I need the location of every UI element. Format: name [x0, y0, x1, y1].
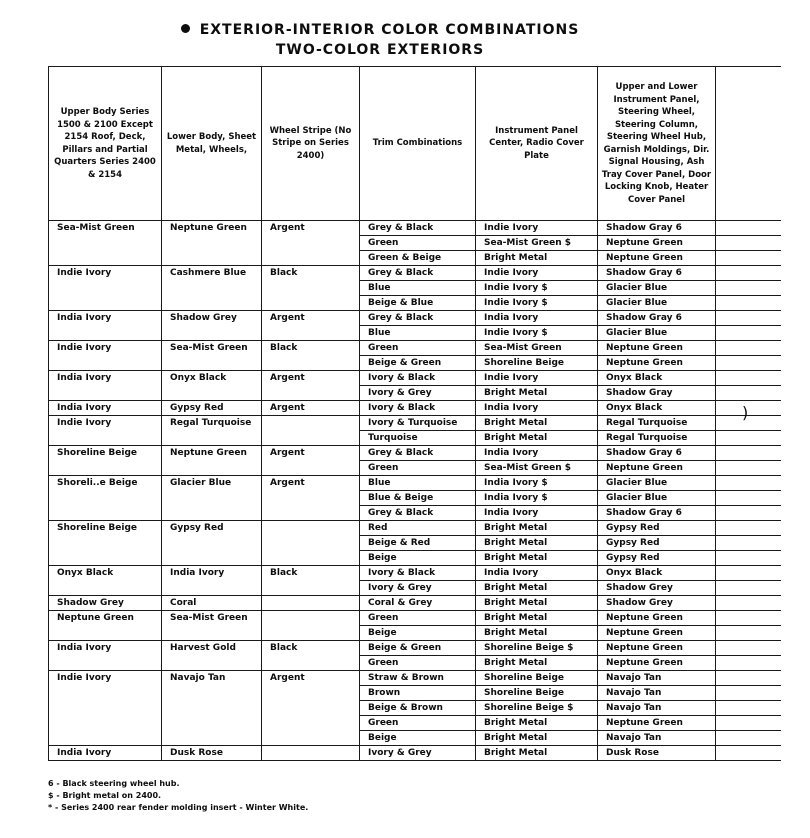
cell-upper: India Ivory: [49, 371, 162, 401]
cell-panel: Shadow Gray: [598, 386, 716, 401]
cell-panel: Navajo Tan: [598, 671, 716, 686]
cell-blank: [716, 476, 781, 491]
cell-panel: Dusk Rose: [598, 746, 716, 761]
cell-upper: India Ivory: [49, 746, 162, 761]
edge-mark: ): [742, 403, 749, 422]
cell-panel: Navajo Tan: [598, 701, 716, 716]
cell-panel: Onyx Black: [598, 566, 716, 581]
cell-trim: Beige: [360, 626, 476, 641]
cell-trim: Ivory & Black: [360, 371, 476, 386]
cell-panel: Shadow Gray 6: [598, 221, 716, 236]
cell-trim: Beige & Brown: [360, 701, 476, 716]
cell-blank: [716, 491, 781, 506]
table-row: [49, 416, 781, 431]
cell-panel-center: Bright Metal: [476, 716, 598, 731]
footnotes: [48, 778, 308, 814]
cell-blank: [716, 326, 781, 341]
cell-stripe: [262, 611, 360, 641]
cell-panel: Glacier Blue: [598, 476, 716, 491]
cell-panel-center: Bright Metal: [476, 551, 598, 566]
cell-panel-center: Shoreline Beige: [476, 356, 598, 371]
table-row: [49, 476, 781, 491]
cell-blank: [716, 596, 781, 611]
cell-panel: Neptune Green: [598, 236, 716, 251]
cell-panel-center: India Ivory $: [476, 476, 598, 491]
cell-trim: Blue: [360, 281, 476, 296]
cell-blank: [716, 626, 781, 641]
cell-trim: Green: [360, 236, 476, 251]
cell-panel: Neptune Green: [598, 641, 716, 656]
cell-blank: [716, 311, 781, 326]
cell-lower: Gypsy Red: [162, 401, 262, 416]
cell-panel: Glacier Blue: [598, 491, 716, 506]
cell-panel: Neptune Green: [598, 251, 716, 266]
cell-blank: [716, 461, 781, 476]
cell-trim: Green & Beige: [360, 251, 476, 266]
cell-panel-center: Bright Metal: [476, 536, 598, 551]
header-trim: Trim Combinations: [360, 67, 476, 221]
cell-blank: [716, 446, 781, 461]
footnote: * - Series 2400 rear fender molding insert - Winter White.: [48, 803, 309, 812]
cell-lower: Sea-Mist Green: [162, 611, 262, 641]
cell-lower: Cashmere Blue: [162, 266, 262, 311]
cell-blank: [716, 296, 781, 311]
cell-blank: [716, 281, 781, 296]
cell-panel-center: Indie Ivory $: [476, 296, 598, 311]
cell-panel: Onyx Black: [598, 371, 716, 386]
cell-panel-center: Bright Metal: [476, 251, 598, 266]
cell-trim: Straw & Brown: [360, 671, 476, 686]
cell-blank: [716, 521, 781, 536]
cell-trim: Beige: [360, 731, 476, 746]
cell-panel: Shadow Gray 6: [598, 446, 716, 461]
table-row: [49, 401, 781, 416]
cell-panel-center: Sea-Mist Green $: [476, 236, 598, 251]
cell-stripe: Argent: [262, 311, 360, 341]
cell-stripe: Argent: [262, 476, 360, 521]
cell-trim: Beige & Blue: [360, 296, 476, 311]
cell-upper: Shoreline Beige: [49, 521, 162, 566]
title-line-1-text: EXTERIOR-INTERIOR COLOR COMBINATIONS: [199, 22, 580, 38]
cell-lower: Onyx Black: [162, 371, 262, 401]
cell-trim: Green: [360, 716, 476, 731]
cell-panel: Shadow Gray 6: [598, 311, 716, 326]
cell-lower: Navajo Tan: [162, 671, 262, 746]
footnote: $ - Bright metal on 2400.: [48, 791, 162, 800]
cell-blank: [716, 551, 781, 566]
cell-panel: Neptune Green: [598, 716, 716, 731]
cell-stripe: Argent: [262, 671, 360, 746]
cell-panel-center: Bright Metal: [476, 581, 598, 596]
cell-panel-center: Indie Ivory: [476, 371, 598, 386]
cell-panel: Gypsy Red: [598, 551, 716, 566]
cell-panel-center: Indie Ivory $: [476, 326, 598, 341]
cell-stripe: Black: [262, 341, 360, 371]
cell-panel-center: India Ivory: [476, 311, 598, 326]
header-upper-body: Upper Body Series 1500 & 2100 Except 2154 Roof, Deck, Pillars and Partial Quarters Series 2400 & 2154: [49, 67, 162, 221]
cell-stripe: Black: [262, 641, 360, 671]
table-row: [49, 746, 781, 761]
cell-trim: Green: [360, 611, 476, 626]
cell-upper: Onyx Black: [49, 566, 162, 596]
cell-lower: Shadow Grey: [162, 311, 262, 341]
cell-panel-center: Indie Ivory: [476, 221, 598, 236]
cell-lower: Sea-Mist Green: [162, 341, 262, 371]
cell-panel-center: Bright Metal: [476, 611, 598, 626]
cell-panel-center: Sea-Mist Green $: [476, 461, 598, 476]
cell-trim: Beige & Green: [360, 641, 476, 656]
cell-stripe: Argent: [262, 371, 360, 401]
cell-panel-center: Bright Metal: [476, 626, 598, 641]
cell-trim: Green: [360, 461, 476, 476]
cell-trim: Grey & Black: [360, 311, 476, 326]
cell-blank: [716, 251, 781, 266]
cell-blank: [716, 371, 781, 386]
cell-panel-center: Shoreline Beige $: [476, 701, 598, 716]
cell-upper: India Ivory: [49, 311, 162, 341]
cell-blank: [716, 701, 781, 716]
cell-stripe: Argent: [262, 221, 360, 266]
table-row: [49, 566, 781, 581]
cell-panel-center: Bright Metal: [476, 386, 598, 401]
cell-trim: Coral & Grey: [360, 596, 476, 611]
cell-blank: [716, 221, 781, 236]
table-row: [49, 446, 781, 461]
table-row: [49, 266, 781, 281]
table-row: [49, 671, 781, 686]
cell-blank: [716, 581, 781, 596]
table-row: [49, 611, 781, 626]
cell-panel-center: India Ivory: [476, 506, 598, 521]
cell-panel-center: Bright Metal: [476, 746, 598, 761]
cell-stripe: Argent: [262, 401, 360, 416]
cell-trim: Green: [360, 341, 476, 356]
cell-panel: Neptune Green: [598, 341, 716, 356]
cell-lower: India Ivory: [162, 566, 262, 596]
cell-stripe: [262, 521, 360, 566]
cell-panel-center: Bright Metal: [476, 416, 598, 431]
cell-panel: Neptune Green: [598, 461, 716, 476]
cell-panel: Shadow Grey: [598, 581, 716, 596]
cell-lower: Glacier Blue: [162, 476, 262, 521]
cell-upper: Sea-Mist Green: [49, 221, 162, 266]
cell-trim: Ivory & Black: [360, 401, 476, 416]
cell-panel-center: Bright Metal: [476, 596, 598, 611]
cell-panel-center: Sea-Mist Green: [476, 341, 598, 356]
table-row: [49, 311, 781, 326]
header-wheel-stripe: Wheel Stripe (No Stripe on Series 2400): [262, 67, 360, 221]
cell-panel: Neptune Green: [598, 611, 716, 626]
cell-lower: Neptune Green: [162, 446, 262, 476]
cell-trim: Ivory & Black: [360, 566, 476, 581]
cell-panel-center: India Ivory: [476, 446, 598, 461]
cell-panel: Shadow Gray 6: [598, 506, 716, 521]
cell-trim: Beige & Green: [360, 356, 476, 371]
header-upper-lower-panel: Upper and Lower Instrument Panel, Steering Wheel, Steering Column, Steering Wheel Hub, Garnish Moldings, Dir. Signal Housing, Ash Tray Cover Panel, Door Locking Knob, Heater Cover Panel: [598, 67, 716, 221]
cell-trim: Blue & Beige: [360, 491, 476, 506]
cell-blank: [716, 746, 781, 761]
cell-blank: [716, 641, 781, 656]
cell-stripe: Argent: [262, 446, 360, 476]
cell-trim: Brown: [360, 686, 476, 701]
cell-trim: Grey & Black: [360, 221, 476, 236]
cell-trim: Ivory & Turquoise: [360, 416, 476, 431]
cell-blank: [716, 611, 781, 626]
cell-trim: Ivory & Grey: [360, 581, 476, 596]
cell-panel: Gypsy Red: [598, 521, 716, 536]
cell-panel: Neptune Green: [598, 356, 716, 371]
cell-blank: [716, 386, 781, 401]
cell-trim: Beige & Red: [360, 536, 476, 551]
cell-blank: [716, 536, 781, 551]
table-row: [49, 596, 781, 611]
table-row: [49, 371, 781, 386]
table-row: [49, 341, 781, 356]
title-line-2: TWO-COLOR EXTERIORS: [275, 42, 485, 58]
cell-blank: [716, 716, 781, 731]
table-row: [49, 221, 781, 236]
cell-panel-center: India Ivory: [476, 401, 598, 416]
cell-panel: Glacier Blue: [598, 281, 716, 296]
table-row: [49, 521, 781, 536]
title-line-1: [0, 22, 760, 38]
cell-lower: Harvest Gold: [162, 641, 262, 671]
footnote: 6 - Black steering wheel hub.: [48, 779, 180, 788]
cell-panel: Neptune Green: [598, 626, 716, 641]
cell-panel-center: India Ivory: [476, 566, 598, 581]
cell-trim: Blue: [360, 326, 476, 341]
cell-panel-center: Indie Ivory $: [476, 281, 598, 296]
cell-stripe: Black: [262, 566, 360, 596]
cell-trim: Grey & Black: [360, 506, 476, 521]
cell-upper: Indie Ivory: [49, 671, 162, 746]
cell-panel: Regal Turquoise: [598, 416, 716, 431]
table-row: [49, 641, 781, 656]
cell-stripe: [262, 416, 360, 446]
cell-blank: [716, 266, 781, 281]
cell-trim: Ivory & Grey: [360, 746, 476, 761]
cell-panel: Regal Turquoise: [598, 431, 716, 446]
cell-upper: Indie Ivory: [49, 341, 162, 371]
cell-stripe: [262, 746, 360, 761]
cell-trim: Blue: [360, 476, 476, 491]
cell-panel: Neptune Green: [598, 656, 716, 671]
header-row: [49, 67, 781, 221]
cell-blank: [716, 566, 781, 581]
cell-panel: Glacier Blue: [598, 326, 716, 341]
cell-trim: Green: [360, 656, 476, 671]
cell-lower: Dusk Rose: [162, 746, 262, 761]
cell-blank: [716, 686, 781, 701]
cell-upper: Indie Ivory: [49, 266, 162, 311]
cell-upper: India Ivory: [49, 641, 162, 671]
cell-blank: [716, 431, 781, 446]
cell-lower: Coral: [162, 596, 262, 611]
cell-upper: Neptune Green: [49, 611, 162, 641]
header-instrument-panel: Instrument Panel Center, Radio Cover Plate: [476, 67, 598, 221]
cell-panel: Onyx Black: [598, 401, 716, 416]
cell-panel: Navajo Tan: [598, 686, 716, 701]
header-lower-body: Lower Body, Sheet Metal, Wheels,: [162, 67, 262, 221]
cell-panel-center: Shoreline Beige: [476, 686, 598, 701]
table-body: [49, 221, 781, 761]
cell-stripe: Black: [262, 266, 360, 311]
cell-panel-center: Bright Metal: [476, 656, 598, 671]
cell-panel-center: Shoreline Beige: [476, 671, 598, 686]
cell-stripe: [262, 596, 360, 611]
cell-panel-center: Bright Metal: [476, 431, 598, 446]
bullet-icon: [181, 24, 190, 33]
cell-panel: Gypsy Red: [598, 536, 716, 551]
cell-trim: Grey & Black: [360, 266, 476, 281]
cell-upper: Shadow Grey: [49, 596, 162, 611]
cell-panel-center: Bright Metal: [476, 521, 598, 536]
cell-trim: Grey & Black: [360, 446, 476, 461]
cell-trim: Turquoise: [360, 431, 476, 446]
cell-lower: Regal Turquoise: [162, 416, 262, 446]
cell-upper: Shoreline Beige: [49, 446, 162, 476]
cell-panel: Navajo Tan: [598, 731, 716, 746]
cell-panel: Shadow Gray 6: [598, 266, 716, 281]
cell-blank: [716, 656, 781, 671]
cell-panel: Shadow Grey: [598, 596, 716, 611]
cell-trim: Beige: [360, 551, 476, 566]
cell-panel-center: Bright Metal: [476, 731, 598, 746]
color-combinations-table: [48, 66, 781, 761]
cell-blank: [716, 671, 781, 686]
cell-trim: Ivory & Grey: [360, 386, 476, 401]
cell-lower: Neptune Green: [162, 221, 262, 266]
cell-upper: Indie Ivory: [49, 416, 162, 446]
header-blank: [716, 67, 781, 221]
cell-blank: [716, 506, 781, 521]
cell-blank: [716, 731, 781, 746]
cell-blank: [716, 236, 781, 251]
cell-blank: [716, 341, 781, 356]
cell-upper: India Ivory: [49, 401, 162, 416]
cell-panel-center: Indie Ivory: [476, 266, 598, 281]
cell-lower: Gypsy Red: [162, 521, 262, 566]
cell-blank: [716, 356, 781, 371]
cell-panel-center: Shoreline Beige $: [476, 641, 598, 656]
cell-upper: Shoreli..e Beige: [49, 476, 162, 521]
cell-trim: Red: [360, 521, 476, 536]
cell-panel-center: India Ivory $: [476, 491, 598, 506]
cell-panel: Glacier Blue: [598, 296, 716, 311]
